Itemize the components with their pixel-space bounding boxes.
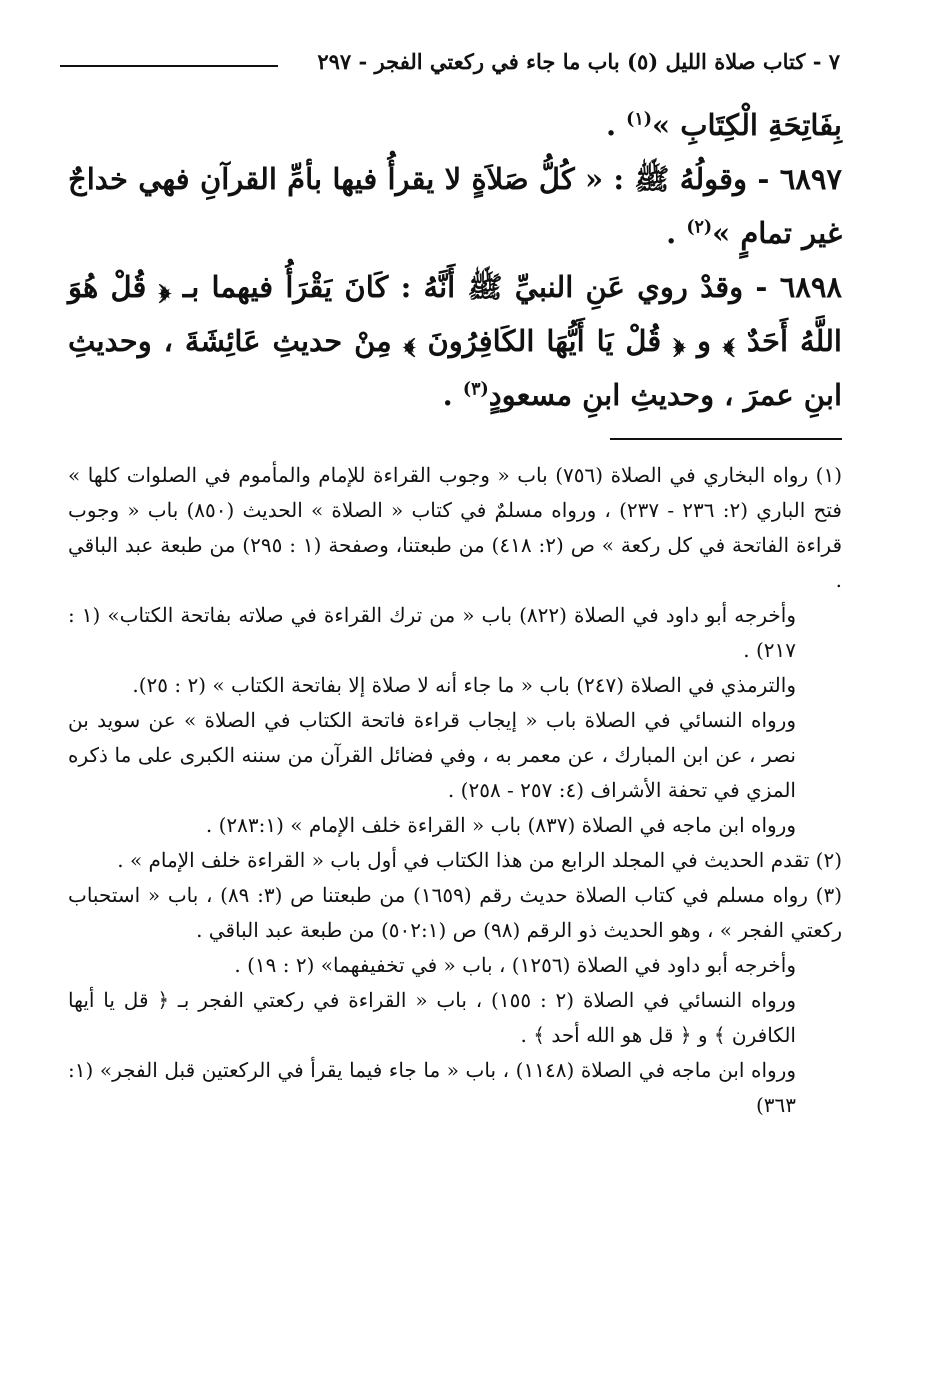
hadith-6898-text: ٦٨٩٨ - وقدْ روي عَنِ النبيِّ ﷺ أَنَّهُ : كَانَ يَقْرَأُ فيهما بـ ﴿ قُلْ هُوَ اللَّهُ أَحَدٌ ﴾ و ﴿ قُلْ يَا أَيُّهَا الكَافِرُونَ ﴾ مِنْ حديثِ عَائِشَةَ ، وحديثِ ابنِ عمرَ ، وحديثِ ابنِ مسعودٍ bbox=[68, 270, 842, 412]
footnote-ref-3: (٣) bbox=[462, 379, 489, 400]
continuation-text: بِفَاتِحَةِ الْكِتَابِ » bbox=[651, 108, 842, 142]
footnote-3-ibn-majah: ورواه ابن ماجه في الصلاة (١١٤٨) ، باب « ما جاء فيما يقرأ في الركعتين قبل الفجر» (١: ٣٦٣) bbox=[68, 1058, 797, 1117]
footnote-1-abu-dawud: وأخرجه أبو داود في الصلاة (٨٢٢) باب « من ترك القراءة في صلاته بفاتحة الكتاب» (١ : ٢١٧) . bbox=[68, 603, 796, 662]
footnote-ref-2: (٢) bbox=[686, 217, 713, 238]
footnote-2: (٢) تقدم الحديث في المجلد الرابع من هذا الكتاب في أول باب « القراءة خلف الإمام » . bbox=[117, 848, 842, 872]
hadith-6897 bbox=[68, 152, 842, 260]
hadith-6897-text: ٦٨٩٧ - وقولُهُ ﷺ : « كُلُّ صَلاَةٍ لا يقرأُ فيها بأمِّ القرآنِ فهي خداجٌ غير تمامٍ » bbox=[68, 162, 842, 250]
main-text bbox=[68, 98, 842, 422]
footnote-1-tirmidhi: والترمذي في الصلاة (٢٤٧) باب « ما جاء أنه لا صلاة إلا بفاتحة الكتاب » (٢ : ٢٥). bbox=[132, 673, 796, 697]
footnote-1-nasai: ورواه النسائي في الصلاة باب « إيجاب قراءة فاتحة الكتاب في الصلاة » عن سويد بن نصر ، عن ابن المبارك ، عن معمر به ، وفي فضائل القرآن من سننه الكبرى على ما ذكره المزي في تحفة الأشراف (٤: ٢٥٧ - ٢٥٨) . bbox=[68, 708, 796, 802]
hadith-6897-end: . bbox=[666, 216, 687, 250]
footnote-ref-1: (١) bbox=[626, 109, 652, 130]
continuation-paragraph bbox=[68, 98, 842, 152]
footnote-3-abu-dawud: وأخرجه أبو داود في الصلاة (١٢٥٦) ، باب « في تخفيفهما» (٢ : ١٩) . bbox=[234, 953, 796, 977]
footnotes bbox=[68, 458, 842, 1123]
running-title: ٧ - كتاب صلاة الليل (٥) باب ما جاء في ركعتي الفجر - ٢٩٧ bbox=[317, 49, 840, 74]
footnote-separator bbox=[610, 438, 842, 440]
footnote-1-ibn-majah: ورواه ابن ماجه في الصلاة (٨٣٧) باب « القراءة خلف الإمام » (٢٨٣:١) . bbox=[205, 813, 796, 837]
footnote-1: (١) رواه البخاري في الصلاة (٧٥٦) باب « وجوب القراءة للإمام والمأموم في الصلوات كلها » فتح الباري (٢: ٢٣٦ - ٢٣٧) ، ورواه مسلمٌ في كتاب « الصلاة » الحديث (٨٥٠) باب « وجوب قراءة الفاتحة في كل ركعة » ص (٢: ٤١٨) من طبعتنا، وصفحة (١ : ٢٩٥) من طبعة عبد الباقي . bbox=[68, 463, 843, 592]
footnote-3: (٣) رواه مسلم في كتاب الصلاة حديث رقم (١٦٥٩) من طبعتنا ص (٣: ٨٩) ، باب « استحباب ركعتي الفجر » ، وهو الحديث ذو الرقم (٩٨) ص (٥٠٢:١) من طبعة عبد الباقي . bbox=[68, 883, 842, 942]
continuation-end: . bbox=[605, 108, 627, 142]
hadith-6898-end: . bbox=[442, 378, 463, 412]
page-header bbox=[60, 42, 840, 82]
footnote-3-nasai: ورواه النسائي في الصلاة (٢ : ١٥٥) ، باب « القراءة في ركعتي الفجر بـ ﴿ قل يا أيها الكافرن ﴾ و ﴿ قل هو الله أحد ﴾ . bbox=[68, 988, 797, 1047]
header-rule bbox=[60, 65, 278, 67]
hadith-6898 bbox=[68, 260, 842, 422]
